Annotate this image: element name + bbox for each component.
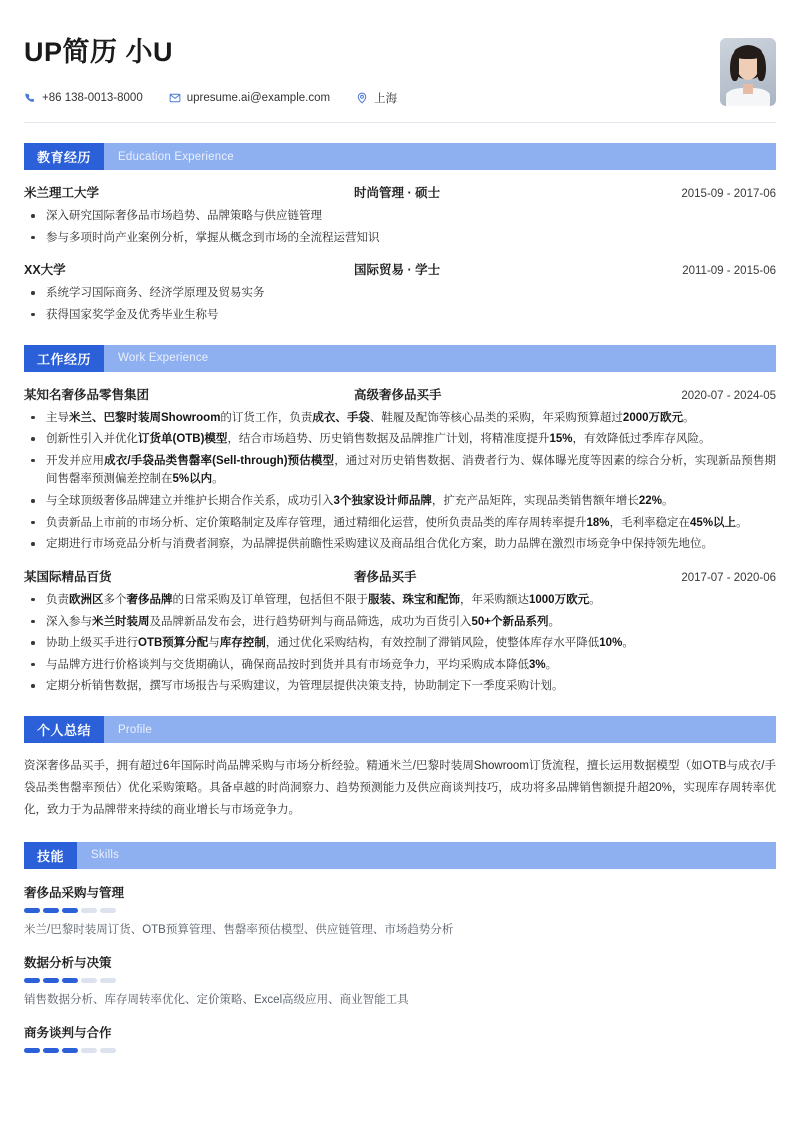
- education-entry-head: [24, 183, 776, 201]
- skill-item: [24, 883, 776, 939]
- work-role: 高级奢侈品买手: [354, 387, 442, 402]
- email-icon: [169, 92, 181, 104]
- contact-phone[interactable]: [24, 92, 143, 104]
- education-entries: [24, 183, 776, 325]
- skill-rating-segment: [43, 1048, 59, 1053]
- page-title: UP简历 小U: [24, 37, 174, 67]
- education-bullets: [24, 284, 776, 324]
- skill-rating-segment: [100, 978, 116, 983]
- skill-rating: [24, 908, 776, 913]
- list-item: 系统学习国际商务、经济学原理及贸易实务: [24, 284, 776, 303]
- skill-item: [24, 1023, 776, 1053]
- section-title-work-en: Work Experience: [118, 352, 209, 364]
- work-bullets: [24, 591, 776, 696]
- contact-location-text: 上海: [374, 92, 398, 105]
- location-icon: [356, 92, 368, 104]
- skill-rating-segment: [81, 1048, 97, 1053]
- contact-email[interactable]: [169, 92, 330, 104]
- skill-rating-segment: [43, 978, 59, 983]
- skill-rating-segment: [100, 908, 116, 913]
- education-date: 2011-09 - 2015-06: [682, 265, 776, 278]
- work-date: 2020-07 - 2024-05: [681, 389, 776, 402]
- list-item: 开发并应用成衣/手袋品类售罄率(Sell-through)预估模型，通过对历史销售数据、消费者行为、媒体曝光度等因素的综合分析，实现新品预售期间售罄率预测偏差控制在5%以内。: [24, 452, 776, 489]
- work-entry-head: [24, 567, 776, 585]
- skill-rating-segment: [81, 908, 97, 913]
- work-company: 某国际精品百货: [24, 569, 112, 584]
- education-entry-head: [24, 260, 776, 278]
- work-entries: [24, 385, 776, 697]
- work-role: 奢侈品买手: [354, 569, 417, 584]
- header-left: [24, 38, 720, 106]
- section-header-skills: [24, 842, 776, 869]
- skill-rating: [24, 978, 776, 983]
- work-entry: [24, 385, 776, 554]
- skill-rating-segment: [62, 1048, 78, 1053]
- education-entry: [24, 260, 776, 324]
- work-entry-head: [24, 385, 776, 403]
- avatar-hair-left: [730, 53, 739, 81]
- skill-rating-segment: [24, 1048, 40, 1053]
- section-title-work-cn: 工作经历: [24, 345, 104, 372]
- education-school: XX大学: [24, 263, 66, 278]
- section-header-work: [24, 345, 776, 372]
- section-title-education-en: Education Experience: [118, 150, 234, 163]
- list-item: 协助上级买手进行OTB预算分配与库存控制，通过优化采购结构，有效控制了滞销风险，使整体库存水平降低10%。: [24, 634, 776, 653]
- education-major: 国际贸易 · 学士: [354, 263, 441, 278]
- avatar-neck: [743, 84, 753, 94]
- section-header-education: [24, 143, 776, 170]
- skill-name: 奢侈品采购与管理: [24, 885, 125, 900]
- skill-name: 数据分析与决策: [24, 955, 112, 970]
- contact-location[interactable]: [356, 90, 397, 106]
- section-title-profile-en: Profile: [118, 723, 153, 736]
- section-title-education-cn: 教育经历: [24, 143, 104, 170]
- section-title-skills-cn: 技能: [24, 842, 77, 869]
- skill-rating: [24, 1048, 776, 1053]
- list-item: 负责欧洲区多个奢侈品牌的日常采购及订单管理，包括但不限于服装、珠宝和配饰，年采购额达1000万欧元。: [24, 591, 776, 610]
- list-item: 深入研究国际奢侈品市场趋势、品牌策略与供应链管理: [24, 207, 776, 226]
- profile-summary-text: 资深奢侈品买手，拥有超过6年国际时尚品牌采购与市场分析经验。精通米兰/巴黎时装周Showroom订货流程，擅长运用数据模型（如OTB与成衣/手袋品类售罄率预估）优化采购策略。具备卓越的时尚洞察力、趋势预测能力及供应商谈判技巧，成功将多品牌销售额提升超20%，实现库存周转率优化，致力于为品牌带来持续的商业增长与市场竞争力。: [24, 760, 776, 816]
- skill-rating-segment: [24, 978, 40, 983]
- phone-icon: [24, 92, 36, 104]
- work-company: 某知名奢侈品零售集团: [24, 387, 150, 402]
- education-bullets: [24, 207, 776, 247]
- education-entry: [24, 183, 776, 247]
- list-item: 与全球顶级奢侈品牌建立并维护长期合作关系，成功引入3个独家设计师品牌，扩充产品矩阵，实现品类销售额年增长22%。: [24, 492, 776, 511]
- education-date: 2015-09 - 2017-06: [681, 188, 776, 200]
- header-divider: [24, 122, 776, 123]
- work-bullets: [24, 409, 776, 554]
- work-date: 2017-07 - 2020-06: [681, 571, 776, 584]
- list-item: 负责新品上市前的市场分析、定价策略制定及库存管理，通过精细化运营，使所负责品类的库存周转率提升18%，毛利率稳定在45%以上。: [24, 514, 776, 533]
- list-item: 获得国家奖学金及优秀毕业生称号: [24, 306, 776, 325]
- avatar: [720, 38, 776, 106]
- list-item: 参与多项时尚产业案例分析，掌握从概念到市场的全流程运营知识: [24, 229, 776, 248]
- list-item: 创新性引入并优化订货单(OTB)模型，结合市场趋势、历史销售数据及品牌推广计划，将精准度提升15%，有效降低过季库存风险。: [24, 430, 776, 449]
- skill-name: 商务谈判与合作: [24, 1026, 112, 1041]
- section-header-profile: [24, 716, 776, 743]
- section-title-profile-cn: 个人总结: [24, 716, 104, 743]
- skill-rating-segment: [24, 908, 40, 913]
- education-major: 时尚管理 · 硕士: [354, 186, 441, 200]
- resume-header: [24, 0, 776, 106]
- skill-detail: 销售数据分析、库存周转率优化、定价策略、Excel高级应用、商业智能工具: [24, 993, 409, 1006]
- skill-rating-segment: [62, 978, 78, 983]
- education-school: 米兰理工大学: [24, 186, 100, 200]
- skills-list: [24, 883, 776, 1054]
- skill-item: [24, 953, 776, 1009]
- skill-rating-segment: [43, 908, 59, 913]
- work-entry: [24, 567, 776, 696]
- skill-rating-segment: [62, 908, 78, 913]
- list-item: 定期进行市场竞品分析与消费者洞察，为品牌提供前瞻性采购建议及商品组合优化方案，助力品牌在激烈市场竞争中保持领先地位。: [24, 535, 776, 554]
- list-item: 与品牌方进行价格谈判与交货期确认，确保商品按时到货并具有市场竞争力，平均采购成本降低3%。: [24, 656, 776, 675]
- list-item: 深入参与米兰时装周及品牌新品发布会，进行趋势研判与商品筛选，成功为百货引入50+个新品系列。: [24, 613, 776, 632]
- contact-row: [24, 90, 720, 106]
- list-item: 定期分析销售数据，撰写市场报告与采购建议，为管理层提供决策支持，协助制定下一季度采购计划。: [24, 677, 776, 696]
- skill-rating-segment: [81, 978, 97, 983]
- list-item: 主导米兰、巴黎时装周Showroom的订货工作，负责成衣、手袋、鞋履及配饰等核心品类的采购，年采购预算超过2000万欧元。: [24, 409, 776, 428]
- avatar-hair-right: [757, 53, 766, 81]
- contact-phone-text: +86 138-0013-8000: [42, 91, 143, 104]
- contact-email-text: upresume.ai@example.com: [186, 91, 331, 104]
- section-title-skills-en: Skills: [91, 849, 120, 862]
- skill-detail: 米兰/巴黎时装周订货、OTB预算管理、售罄率预估模型、供应链管理、市场趋势分析: [24, 923, 454, 936]
- skill-rating-segment: [100, 1048, 116, 1053]
